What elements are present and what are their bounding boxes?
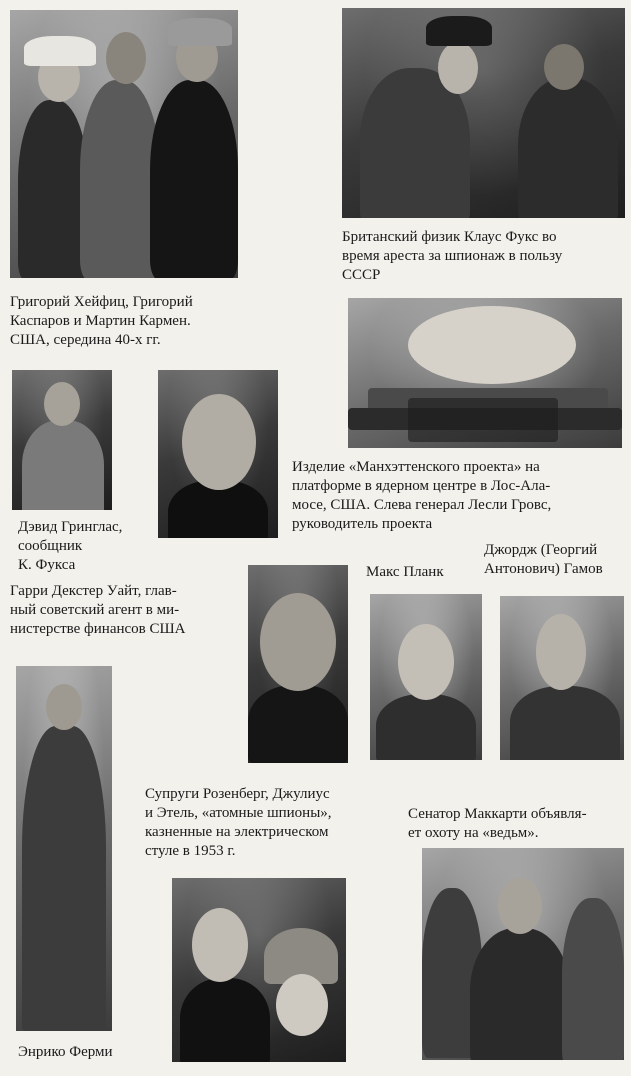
caption-white: Гарри Декстер Уайт, глав- ный советский агент в ми- нистерстве финансов США [10,583,186,637]
caption-mccarthy: Сенатор Маккарти объявля- ет охоту на «ведьм». [408,806,587,841]
photo-enrico-fermi [16,666,112,1031]
photo-manhattan-project-device [348,298,622,448]
caption-manhattan: Изделие «Манхэттенского проекта» на платформе в ядерном центре в Лос-Ала- мосе, США. Слева генерал Лесли Гровс, руководитель проекта [292,459,552,532]
caption-fuchs: Британский физик Клаус Фукс во время ареста за шпионаж в пользу СССР [342,229,563,283]
photo-david-greenglass [12,370,112,510]
photo-rosenbergs [172,878,346,1062]
caption-fermi: Энрико Ферми [18,1044,113,1060]
caption-kheifits: Григорий Хейфиц, Григорий Каспаров и Мартин Кармен. США, середина 40-х гг. [10,294,193,348]
caption-gamow: Джордж (Георгий Антонович) Гамов [484,542,603,577]
caption-planck: Макс Планк [366,564,444,580]
photo-george-gamow [500,596,624,760]
photo-harry-dexter-white [248,565,348,763]
photo-senator-mccarthy [422,848,624,1060]
caption-greenglass: Дэвид Гринглас, сообщник К. Фукса [18,519,123,573]
photo-max-planck [370,594,482,760]
photo-klaus-fuchs-arrest [342,8,625,218]
photo-portrait-man [158,370,278,538]
caption-rosenberg: Супруги Розенберг, Джулиус и Этель, «атомные шпионы», казненные на электрическом стуле в 1953 г. [145,786,332,859]
photo-kheifits-kasparov-karmen [10,10,238,278]
